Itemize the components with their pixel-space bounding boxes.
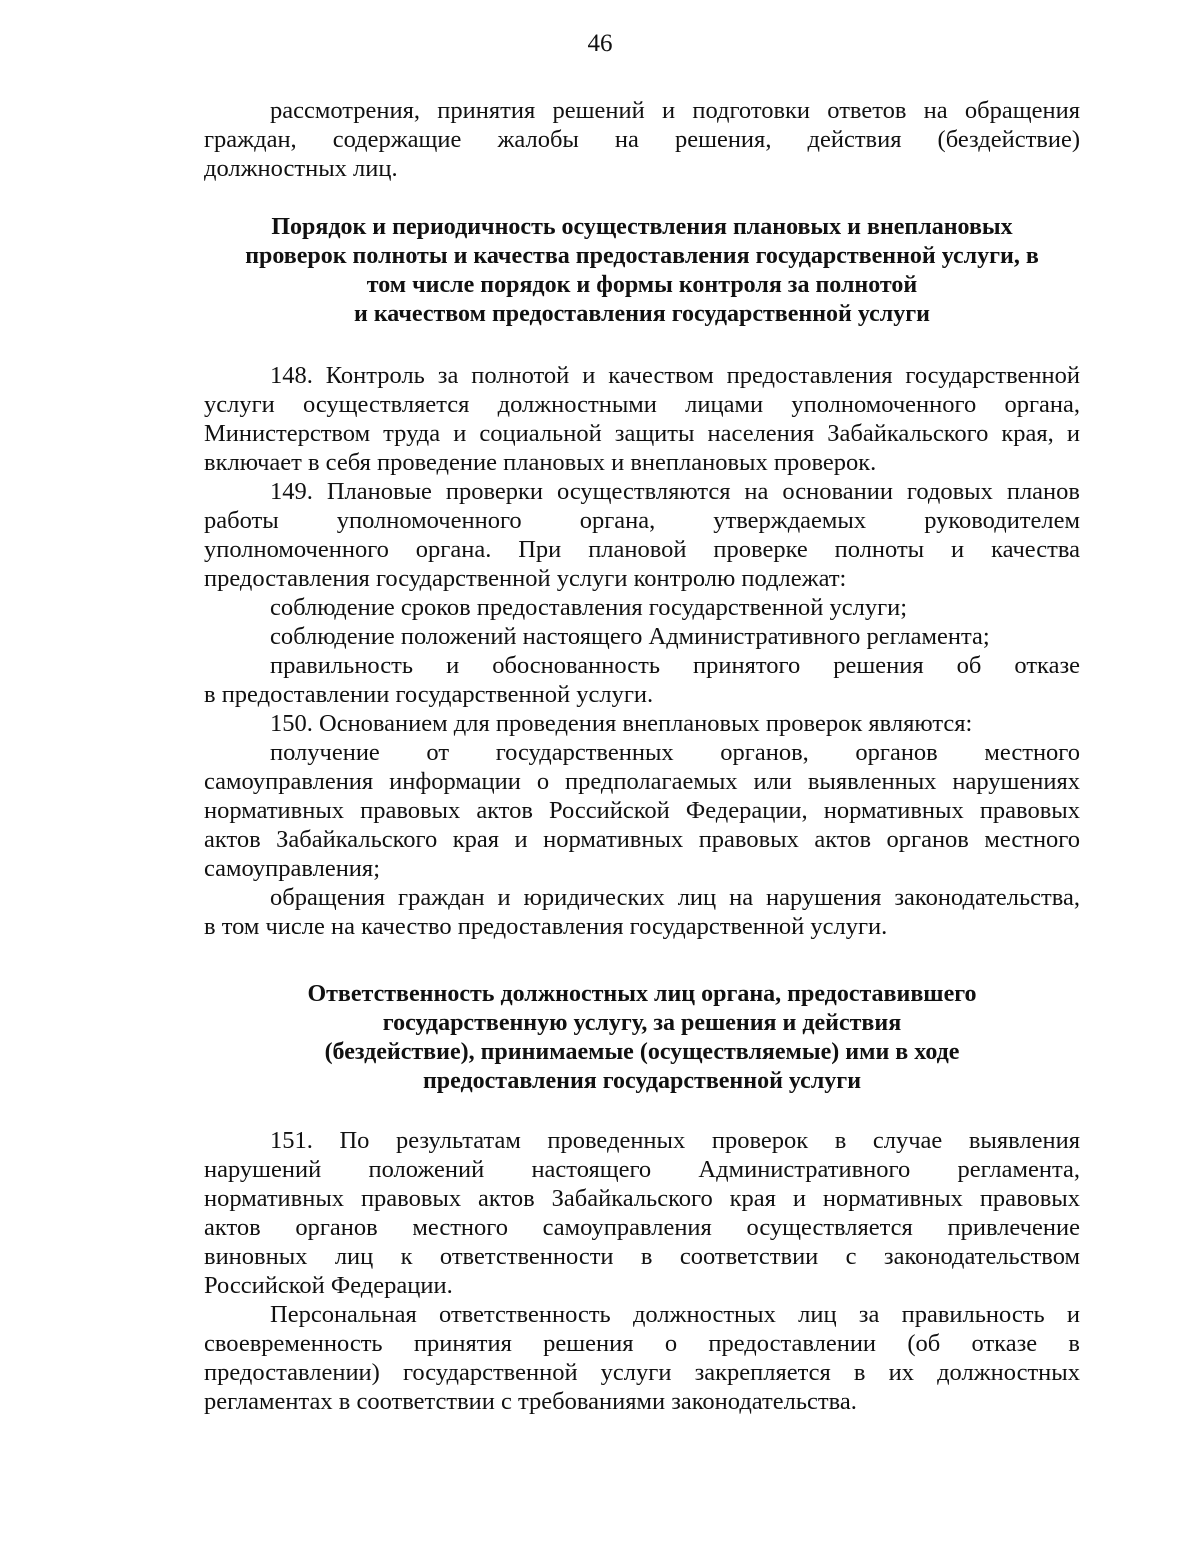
list-item-line: в том числе на качество предоставления государственной услуги. — [204, 913, 888, 940]
section-heading-responsibility — [204, 980, 1080, 1096]
paragraph-151-line: виновных лиц к ответственности в соответствии с законодательством — [204, 1243, 1080, 1270]
paragraph-149-line: уполномоченного органа. При плановой проверке полноты и качества — [204, 536, 1080, 563]
list-item-line: нормативных правовых актов Российской Федерации, нормативных правовых — [204, 797, 1080, 824]
list-item-line: в предоставлении государственной услуги. — [204, 681, 654, 708]
list-item-line: правильность и обоснованность принятого решения об отказе — [270, 652, 1080, 679]
paragraph-151-line: актов органов местного самоуправления осуществляется привлечение — [204, 1214, 1080, 1241]
list-item-line: получение от государственных органов, органов местного — [270, 739, 1080, 766]
personal-responsibility-line: Персональная ответственность должностных лиц за правильность и — [270, 1301, 1080, 1328]
paragraph-148-line: включает в себя проведение плановых и внеплановых проверок. — [204, 449, 877, 476]
section-heading-control — [204, 213, 1080, 329]
paragraph-151-line: Российской Федерации. — [204, 1272, 453, 1299]
heading-line: Ответственность должностных лиц органа, предоставившего — [307, 981, 977, 1007]
page-number: 46 — [587, 30, 613, 57]
personal-responsibility-line: своевременность принятия решения о предоставлении (об отказе в — [204, 1330, 1080, 1357]
paragraph-151-line: нормативных правовых актов Забайкальского края и нормативных правовых — [204, 1185, 1080, 1212]
intro-paragraph — [204, 96, 1080, 183]
text-line: граждан, содержащие жалобы на решения, действия (бездействие) — [204, 126, 1080, 153]
heading-line: проверок полноты и качества предоставления государственной услуги, в — [245, 243, 1039, 269]
paragraph-151-line: 151. По результатам проведенных проверок в случае выявления — [270, 1127, 1080, 1154]
paragraph-150-line: 150. Основанием для проведения внеплановых проверок являются: — [270, 710, 973, 737]
section-body-control — [204, 361, 1080, 941]
text-line: рассмотрения, принятия решений и подготовки ответов на обращения — [270, 97, 1080, 124]
paragraph-151-line: нарушений положений настоящего Административного регламента, — [204, 1156, 1080, 1183]
paragraph-148-line: 148. Контроль за полнотой и качеством предоставления государственной — [270, 362, 1080, 389]
heading-line: предоставления государственной услуги — [422, 1068, 862, 1094]
heading-line: том числе порядок и формы контроля за полнотой — [366, 272, 918, 298]
list-item-line: соблюдение положений настоящего Административного регламента; — [270, 623, 990, 650]
heading-line: (бездействие), принимаемые (осуществляемые) ими в ходе — [324, 1039, 960, 1065]
list-item-line: обращения граждан и юридических лиц на нарушения законодательства, — [270, 884, 1080, 911]
list-item-line: самоуправления информации о предполагаемых или выявленных нарушениях — [204, 768, 1080, 795]
text-line: должностных лиц. — [204, 155, 398, 182]
paragraph-148-line: услуги осуществляется должностными лицами уполномоченного органа, — [204, 391, 1080, 418]
list-item-line: самоуправления; — [204, 855, 380, 882]
heading-line: Порядок и периодичность осуществления плановых и внеплановых — [271, 214, 1013, 240]
section-body-responsibility — [204, 1126, 1080, 1416]
paragraph-149-line: предоставления государственной услуги контролю подлежат: — [204, 565, 847, 592]
paragraph-148-line: Министерством труда и социальной защиты населения Забайкальского края, и — [204, 420, 1080, 447]
list-item-line: соблюдение сроков предоставления государственной услуги; — [270, 594, 908, 621]
paragraph-149-line: работы уполномоченного органа, утверждаемых руководителем — [204, 507, 1080, 534]
heading-line: и качеством предоставления государственной услуги — [354, 301, 930, 327]
list-item-line: актов Забайкальского края и нормативных правовых актов органов местного — [204, 826, 1080, 853]
heading-line: государственную услугу, за решения и действия — [382, 1010, 902, 1036]
paragraph-149-line: 149. Плановые проверки осуществляются на основании годовых планов — [270, 478, 1080, 505]
personal-responsibility-line: предоставлении) государственной услуги закрепляется в их должностных — [204, 1359, 1080, 1386]
personal-responsibility-line: регламентах в соответствии с требованиями законодательства. — [204, 1388, 857, 1415]
